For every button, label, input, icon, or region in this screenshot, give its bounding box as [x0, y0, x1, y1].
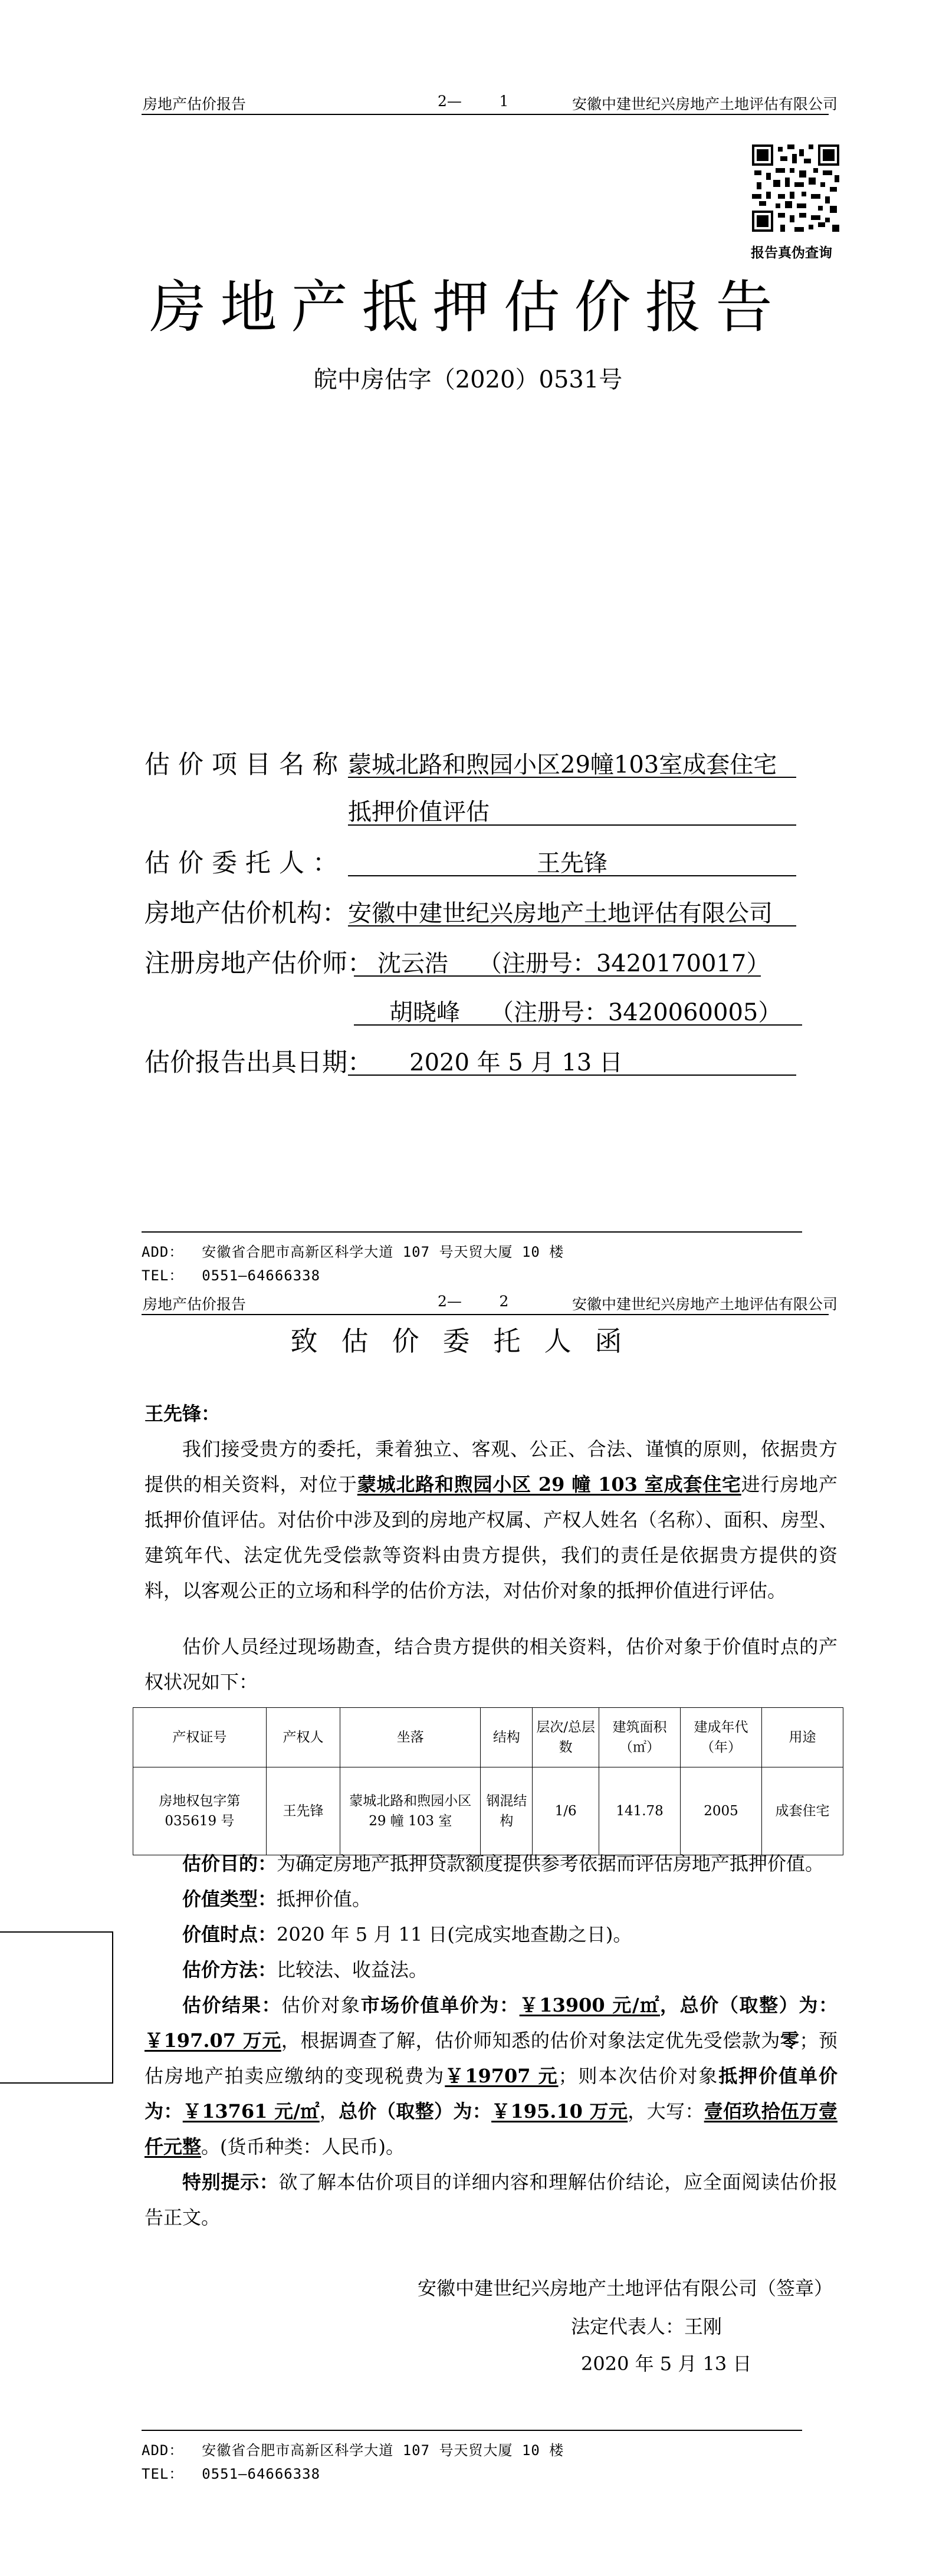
- project-name-label: 估价项目名称：: [144, 750, 380, 780]
- report-title: 房地产抵押估价报告: [149, 274, 787, 340]
- result-total-in-words: 壹佰玖拾伍万壹仟元整: [144, 2100, 838, 2158]
- table-header-cell: 用途: [761, 1708, 843, 1767]
- appraiser-label: 注册房地产估价师：: [144, 949, 373, 978]
- project-name-value: 蒙城北路和煦园小区29幢103室成套住宅: [348, 751, 777, 778]
- result-mortgage-unit-price: ￥13761 元/㎡: [182, 2100, 320, 2122]
- p1-text-a: 我们接受贵方的委托，秉着独立、客观、公正、合法、谨慎的原则，依据贵方提供的相关资料，对位于: [144, 1438, 838, 1496]
- document-number: 皖中房估字（2020）0531号: [313, 366, 623, 393]
- project-name-underline: [348, 777, 796, 778]
- result-text: ，: [319, 2100, 339, 2122]
- table-cell: 141.78: [599, 1767, 681, 1855]
- table-header-row: [133, 1708, 843, 1767]
- table-header-cell: 建筑面积（㎡）: [599, 1708, 681, 1767]
- result-mortgage-total: ￥195.10 万元: [491, 2100, 628, 2122]
- result-text: 。(货币种类：人民币)。: [201, 2135, 405, 2158]
- result-market-unit-price: ￥13900 元/㎡: [519, 1994, 660, 2016]
- header-company: 安徽中建世纪兴房地产土地评估有限公司: [572, 1296, 838, 1313]
- letter-salutation: 王先锋：: [144, 1402, 221, 1425]
- table-cell: 蒙城北路和煦园小区 29 幢 103 室: [340, 1767, 481, 1855]
- result-priority-claim: 零: [780, 2029, 800, 2052]
- table-header-cell: 产权人: [266, 1708, 340, 1767]
- letter-paragraph-1: [144, 1431, 838, 1608]
- result-market-total-label: ，总价（取整）为：: [659, 1994, 838, 2016]
- appraiser-2-underline: [354, 1024, 802, 1026]
- footer-rule: [142, 2430, 802, 2431]
- project-name-underline-2: [348, 824, 796, 826]
- special-tip-text: 欲了解本估价项目的详细内容和理解估价结论，应全面阅读估价报告正文。: [144, 2171, 838, 2229]
- header-rule: [142, 114, 829, 115]
- result-tax-fee: ￥19707 元: [445, 2065, 559, 2087]
- footer-rule: [142, 1231, 802, 1233]
- table-header-cell: 建成年代（年）: [681, 1708, 762, 1767]
- appraiser-1: 沈云浩 （注册号：3420170017）: [377, 950, 770, 977]
- header-left: 房地产估价报告: [143, 96, 247, 113]
- result-text: ；则本次估价对象: [558, 2065, 719, 2087]
- table-cell: 王先锋: [266, 1767, 340, 1855]
- result-mortgage-unit-label: 抵押价值单价为：: [144, 2065, 838, 2122]
- qr-caption: 报告真伪查询: [751, 245, 832, 261]
- header-left: 房地产估价报告: [143, 1296, 247, 1313]
- agency-value: 安徽中建世纪兴房地产土地评估有限公司: [348, 900, 773, 927]
- table-cell: 钢混结构: [481, 1767, 533, 1855]
- special-tip-label: 特别提示：: [182, 2171, 279, 2193]
- result-label: 估价结果：: [182, 1994, 282, 2016]
- header-company: 安徽中建世纪兴房地产土地评估有限公司: [572, 96, 838, 113]
- value-time-label: 价值时点：: [182, 1923, 277, 1946]
- project-name-value-2: 抵押价值评估: [348, 799, 490, 826]
- client-underline: [348, 875, 796, 876]
- result-paragraph: [144, 1987, 838, 2164]
- letter-title: 致估价委托人函: [290, 1325, 646, 1357]
- result-text: ；预估房地产拍卖应缴纳的变现税费为: [144, 2029, 838, 2087]
- table-cell: 2005: [681, 1767, 762, 1855]
- header-page-number: 2— 2: [438, 1293, 509, 1310]
- footer-telephone: TEL： 0551—64666338: [142, 1267, 321, 1284]
- result-market-unit-label: 市场价值单价为：: [360, 1994, 520, 2016]
- signature-date: 2020 年 5 月 13 日: [581, 2352, 752, 2375]
- purpose-label: 估价目的：: [182, 1852, 277, 1875]
- agency-label: 房地产估价机构：: [144, 899, 347, 928]
- purpose-line: [144, 1846, 838, 1881]
- property-table: [133, 1707, 843, 1855]
- value-time-text: 2020 年 5 月 11 日(完成实地查勘之日)。: [277, 1923, 632, 1946]
- client-label: 估价委托人：: [144, 849, 346, 878]
- agency-underline: [348, 925, 796, 926]
- result-mortgage-total-label: 总价（取整）为：: [339, 2100, 492, 2122]
- method-text: 比较法、收益法。: [277, 1959, 428, 1981]
- table-header-cell: 层次/总层数: [533, 1708, 599, 1767]
- result-text: 估价对象: [281, 1994, 361, 2016]
- result-text: ，大写：: [628, 2100, 704, 2122]
- table-header-cell: 结构: [481, 1708, 533, 1767]
- value-time-line: [144, 1917, 838, 1952]
- footer-address: ADD： 安徽省合肥市高新区科学大道 107 号天贸大厦 10 楼: [142, 1244, 564, 1260]
- value-type-label: 价值类型：: [182, 1888, 277, 1910]
- appraiser-2: 胡晓峰 （注册号：3420060005）: [389, 999, 782, 1026]
- signature-legal-rep: 法定代表人：王刚: [571, 2315, 722, 2338]
- margin-stamp-box: [0, 1931, 113, 2084]
- method-label: 估价方法：: [182, 1959, 277, 1981]
- p1-property-address: 蒙城北路和煦园小区 29 幢 103 室成套住宅: [357, 1473, 741, 1496]
- purpose-text: 为确定房地产抵押贷款额度提供参考依据而评估房地产抵押价值。: [277, 1852, 825, 1875]
- special-tip-paragraph: [144, 2164, 838, 2235]
- qr-code-icon[interactable]: [752, 144, 839, 232]
- report-date-label: 估价报告出具日期：: [144, 1048, 373, 1077]
- table-row: [133, 1767, 843, 1855]
- report-date-underline: [348, 1075, 796, 1076]
- footer-address: ADD： 安徽省合肥市高新区科学大道 107 号天贸大厦 10 楼: [142, 2442, 564, 2459]
- result-market-total: ￥197.07 万元: [144, 2029, 281, 2052]
- result-text: ，根据调查了解，估价师知悉的估价对象法定优先受偿款为: [281, 2029, 780, 2052]
- table-cell: 1/6: [533, 1767, 599, 1855]
- header-page-number: 2— 1: [438, 93, 509, 110]
- signature-company: 安徽中建世纪兴房地产土地评估有限公司（签章）: [418, 2277, 833, 2299]
- header-rule: [142, 1314, 829, 1315]
- appraiser-1-underline: [354, 975, 761, 977]
- value-type-line: [144, 1881, 838, 1917]
- report-date-value: 2020 年 5 月 13 日: [409, 1049, 623, 1076]
- table-cell: 房地权包字第 035619 号: [133, 1767, 267, 1855]
- value-type-text: 抵押价值。: [277, 1888, 372, 1910]
- client-value: 王先锋: [537, 850, 607, 877]
- letter-paragraph-2: 估价人员经过现场勘查，结合贵方提供的相关资料，估价对象于价值时点的产权状况如下：: [144, 1635, 838, 1693]
- footer-telephone: TEL： 0551—64666338: [142, 2466, 321, 2482]
- p1-text-c: 进行房地产抵押价值评估。对估价中涉及到的房地产权属、产权人姓名（名称）、面积、房型、建筑年代、法定优先受偿款等资料由贵方提供，我们的责任是依据贵方提供的资料，以客观公正的立场和科学的估价方法，对估价对象的抵押价值进行评估。: [144, 1473, 838, 1602]
- table-header-cell: 产权证号: [133, 1708, 267, 1767]
- table-header-cell: 坐落: [340, 1708, 481, 1767]
- method-line: [144, 1952, 838, 1987]
- table-cell: 成套住宅: [761, 1767, 843, 1855]
